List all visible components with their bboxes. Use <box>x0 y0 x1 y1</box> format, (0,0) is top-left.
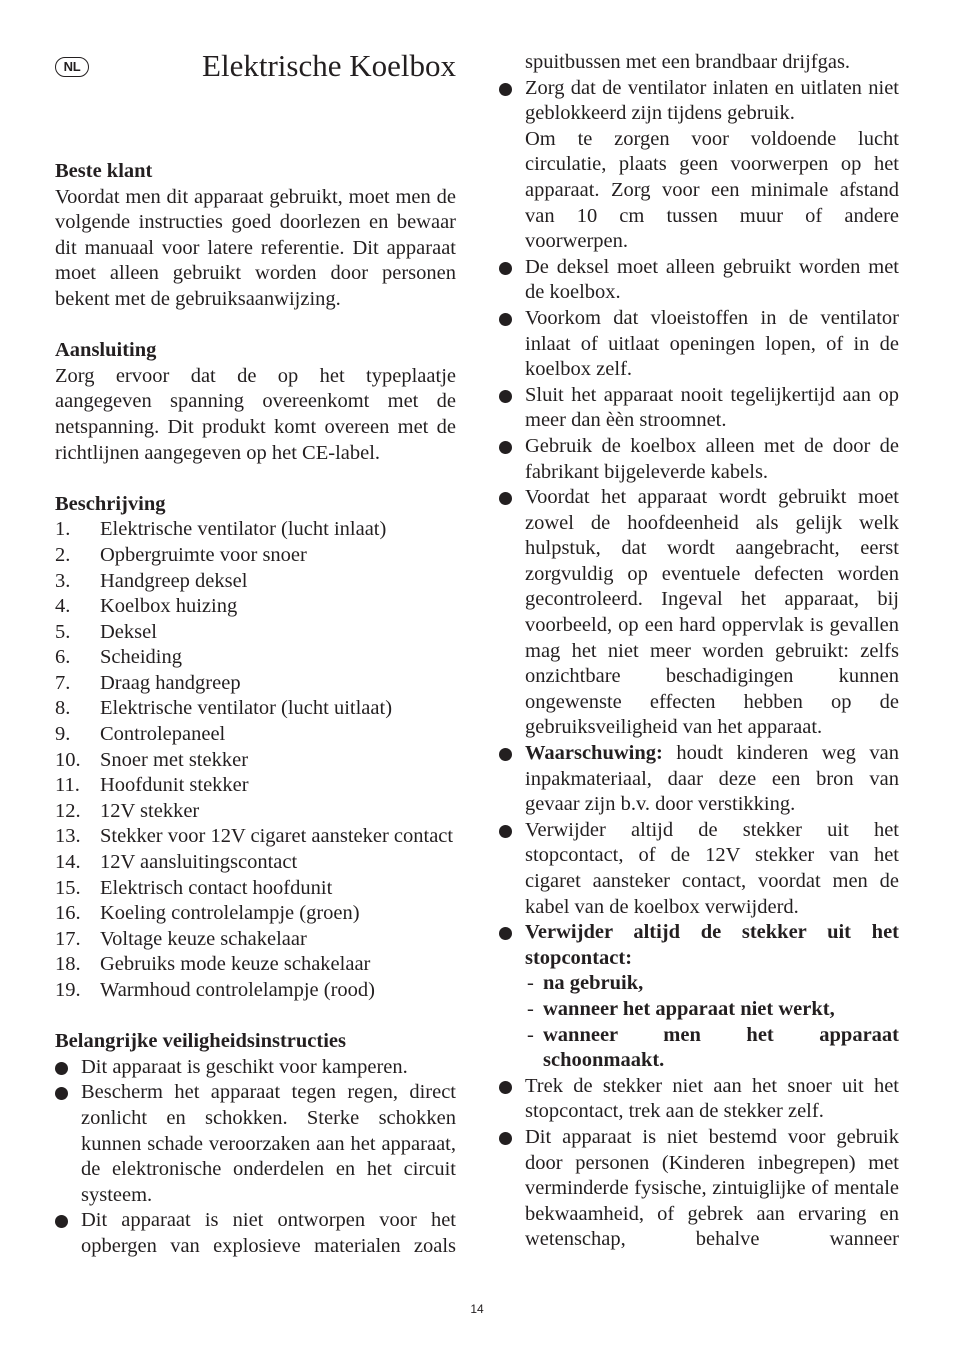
list-item: Voorkom dat vloeistoffen in de ventilator inlaat of uitlaat openingen lopen, of in de koelbox zelf. <box>499 306 899 383</box>
list-item: Bescherm het apparaat tegen regen, direct zonlicht en schokken. Sterke schokken kunnen schade veroorzaken aan het apparaat, de elektronische onderdelen en het circuit systeem. <box>55 1080 456 1208</box>
list-item: 19. Warmhoud controlelampje (rood) <box>55 979 376 1001</box>
list-item: 12. 12V stekker <box>55 799 200 822</box>
list-item: 3. Handgreep deksel <box>55 569 248 592</box>
list-item: Dit apparaat is niet ontworpen voor het opbergen van explosieve materialen zoals <box>55 1208 456 1259</box>
right-column <box>499 50 899 1253</box>
list-item: - na gebruik, <box>525 971 899 997</box>
parts-list <box>55 517 456 1003</box>
list-item <box>499 920 899 1074</box>
list-item: - wanneer het apparaat niet werkt, <box>525 997 899 1023</box>
list-item: 16. Koeling controlelampje (groen) <box>55 902 360 925</box>
list-item: 17. Voltage keuze schakelaar <box>55 927 307 950</box>
list-item: 6. Scheiding <box>55 646 182 669</box>
list-item: Dit apparaat is geschikt voor kamperen. <box>55 1055 456 1081</box>
list-item: Gebruik de koelbox alleen met de door de fabrikant bijgeleverde kabels. <box>499 434 899 485</box>
warning-text: houdt kinderen weg van inpakmateriaal, daar deze een bron van gevaar zijn b.v. door verstikking. <box>525 742 899 816</box>
list-item: Dit apparaat is niet bestemd voor gebruik door personen (Kinderen inbegrepen) met verminderde fysische, zintuiglijke of mentale bekwaamheid, of gebrek aan ervaring en wetenschap, behalve wanneer <box>499 1125 899 1253</box>
list-item: 10. Snoer met stekker <box>55 748 249 771</box>
list-item: 4. Koelbox huizing <box>55 595 238 618</box>
ventilation-text: Zorg dat de ventilator inlaten en uitlaten niet geblokkeerd zijn tijdens gebruik. <box>525 76 899 125</box>
ventilation-distance-text: Om te zorgen voor voldoende lucht circulatie, plaats geen voorwerpen op het apparaat. Zorg voor een minimale afstand van 10 cm tussen muur of andere voorwerpen. <box>525 127 899 253</box>
description-heading: Beschrijving <box>55 492 166 515</box>
safety-list-left <box>55 1055 456 1260</box>
left-column <box>55 159 456 1260</box>
list-item <box>499 741 899 818</box>
list-item: 14. 12V aansluitingscontact <box>55 851 298 874</box>
list-item: 9. Controlepaneel <box>55 723 226 746</box>
list-item: 13. Stekker voor 12V cigaret aansteker contact <box>55 825 454 848</box>
list-item: 7. Draag handgreep <box>55 671 241 694</box>
unplug-list <box>525 971 899 1073</box>
connection-text: Zorg ervoor dat de op het typeplaatje aangegeven spanning overeenkomt met de netspanning. Dit produkt komt overeen met de richtlijnen aangegeven op het CE-label. <box>55 364 456 464</box>
list-item: De deksel moet alleen gebruikt worden met de koelbox. <box>499 255 899 306</box>
list-item: 11. Hoofdunit stekker <box>55 774 249 797</box>
intro-text: Voordat men dit apparaat gebruikt, moet men de volgende instructies goed doorlezen en bewaar dit manuaal voor latere referentie. Dit apparaat moet alleen gebruikt worden door personen bekent met de gebruiksaanwijzing. <box>55 185 456 310</box>
unplug-heading: Verwijder altijd de stekker uit het stopcontact: <box>525 921 899 969</box>
list-item: Sluit het apparaat nooit tegelijkertijd aan op meer dan èèn stroomnet. <box>499 383 899 434</box>
intro-heading: Beste klant <box>55 160 153 182</box>
warning-label: Waarschuwing: <box>525 742 663 765</box>
list-item: 8. Elektrische ventilator (lucht uitlaat) <box>55 697 393 720</box>
safety-heading: Belangrijke veiligheidsinstructies <box>55 1030 346 1053</box>
list-item: Verwijder altijd de stekker uit het stopcontact, of de 12V stekker van het cigaret aansteker contact, voordat men de kabel van de koelbox verwijderd. <box>499 818 899 920</box>
continuation-text: spuitbussen met een brandbaar drijfgas. <box>525 51 851 73</box>
language-badge: NL <box>55 57 89 77</box>
connection-heading: Aansluiting <box>55 339 157 362</box>
list-item: - wanneer men het apparaat schoonmaakt. <box>525 1023 899 1074</box>
list-item: 15. Elektrisch contact hoofdunit <box>55 876 333 899</box>
list-item: 1. Elektrische ventilator (lucht inlaat) <box>55 518 387 541</box>
list-item: 5. Deksel <box>55 620 157 643</box>
list-item: 18. Gebruiks mode keuze schakelaar <box>55 953 371 976</box>
safety-list-right <box>499 76 899 1253</box>
page-title: Elektrische Koelbox <box>202 48 456 83</box>
list-item <box>499 76 899 255</box>
list-item: Voordat het apparaat wordt gebruikt moet zowel de hoofdeenheid als gelijk welk hulpstuk, dat wordt aangebracht, eerst zorgvuldig op eventuele defecten worden gecontroleerd. Ingeval het apparaat, bij voorbeeld, op een hard oppervlak is gevallen mag het niet meer worden gebruikt: zelfs onzichtbare beschadigingen kunnen ongewenste effecten hebben op de gebruiksveiligheid van het apparaat. <box>499 485 899 741</box>
page-number: 14 <box>470 1302 484 1316</box>
list-item: 2. Opbergruimte voor snoer <box>55 543 307 566</box>
list-item: Trek de stekker niet aan het snoer uit het stopcontact, trek aan de stekker zelf. <box>499 1074 899 1125</box>
